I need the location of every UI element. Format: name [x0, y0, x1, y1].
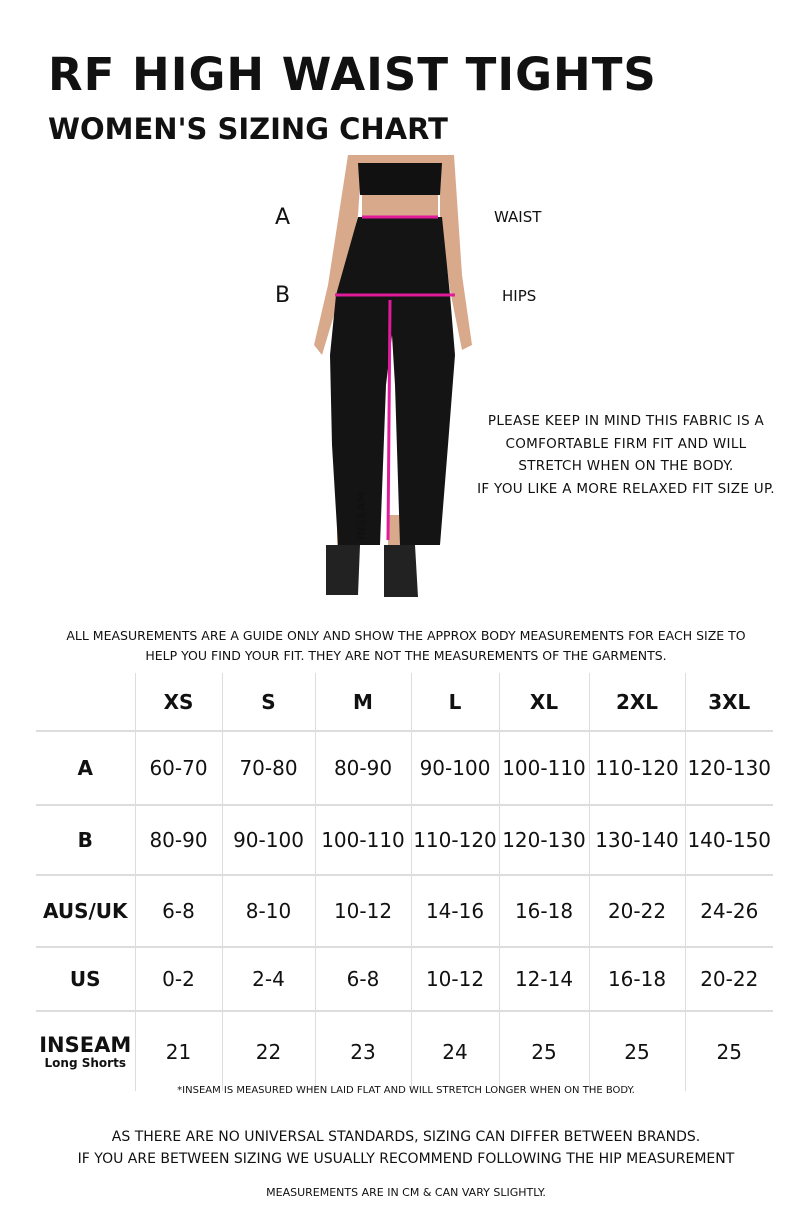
table-cell: 90-100	[411, 731, 499, 805]
table-row-waist	[36, 731, 773, 805]
table-cell: 2-4	[222, 947, 315, 1011]
guide-note	[0, 626, 812, 666]
table-cell: 25	[589, 1011, 685, 1091]
table-cell: 22	[222, 1011, 315, 1091]
table-header-row	[36, 673, 773, 731]
fit-note-line: STRETCH WHEN ON THE BODY.	[518, 458, 734, 474]
table-row-inseam	[36, 1011, 773, 1091]
table-row-us	[36, 947, 773, 1011]
table-cell: 140-150	[685, 805, 773, 875]
page-title: RF HIGH WAIST TIGHTS	[48, 48, 657, 101]
table-cell: 16-18	[589, 947, 685, 1011]
model-photo	[300, 155, 490, 605]
fit-note-line: IF YOU LIKE A MORE RELAXED FIT SIZE UP.	[477, 480, 775, 497]
footer-note	[0, 1126, 812, 1170]
size-header: M	[315, 673, 411, 731]
row-label: AUS/UK	[36, 875, 135, 947]
size-header: XL	[499, 673, 589, 731]
row-label	[36, 1011, 135, 1091]
row-label: A	[36, 731, 135, 805]
footer-line: IF YOU ARE BETWEEN SIZING WE USUALLY RECOMMEND FOLLOWING THE HIP MEASUREMENT	[77, 1151, 735, 1167]
table-cell: 80-90	[135, 805, 222, 875]
size-header: 3XL	[685, 673, 773, 731]
table-cell: 20-22	[589, 875, 685, 947]
table-cell: 120-130	[685, 731, 773, 805]
size-header: XS	[135, 673, 222, 731]
table-cell: 14-16	[411, 875, 499, 947]
table-cell: 110-120	[589, 731, 685, 805]
table-cell: 24-26	[685, 875, 773, 947]
row-label-main: INSEAM	[39, 1032, 132, 1057]
table-cell: 21	[135, 1011, 222, 1091]
page-subtitle: WOMEN'S SIZING CHART	[48, 112, 448, 146]
table-cell: 120-130	[499, 805, 589, 875]
size-table	[36, 673, 773, 1091]
table-cell: 20-22	[685, 947, 773, 1011]
table-cell: 100-110	[315, 805, 411, 875]
table-row-aus-uk	[36, 875, 773, 947]
table-cell: 110-120	[411, 805, 499, 875]
inseam-note: *INSEAM IS MEASURED WHEN LAID FLAT AND WILL STRETCH LONGER WHEN ON THE BODY.	[177, 1085, 635, 1096]
guide-note-line: ALL MEASUREMENTS ARE A GUIDE ONLY AND SHOW THE APPROX BODY MEASUREMENTS FOR EACH SIZE TO	[66, 628, 746, 643]
table-row-hips	[36, 805, 773, 875]
hips-label: HIPS	[502, 287, 537, 305]
fit-note-line: PLEASE KEEP IN MIND THIS FABRIC IS A	[487, 413, 765, 429]
waist-label: WAIST	[494, 208, 542, 226]
table-cell: 25	[499, 1011, 589, 1091]
corner-cell	[36, 673, 135, 731]
size-header: S	[222, 673, 315, 731]
row-sublabel: Long Shorts	[44, 1055, 126, 1070]
row-label: B	[36, 805, 135, 875]
table-cell: 10-12	[411, 947, 499, 1011]
hips-letter: B	[275, 283, 291, 308]
table-cell: 25	[685, 1011, 773, 1091]
footer-line: AS THERE ARE NO UNIVERSAL STANDARDS, SIZING CAN DIFFER BETWEEN BRANDS.	[111, 1129, 701, 1145]
fit-note	[466, 410, 786, 500]
table-cell: 90-100	[222, 805, 315, 875]
table-cell: 23	[315, 1011, 411, 1091]
units-note: MEASUREMENTS ARE IN CM & CAN VARY SLIGHTLY.	[266, 1186, 546, 1199]
table-cell: 12-14	[499, 947, 589, 1011]
table-cell: 10-12	[315, 875, 411, 947]
table-cell: 16-18	[499, 875, 589, 947]
waist-letter: A	[275, 205, 291, 230]
row-label: US	[36, 947, 135, 1011]
size-header: 2XL	[589, 673, 685, 731]
table-cell: 8-10	[222, 875, 315, 947]
table-cell: 0-2	[135, 947, 222, 1011]
inseam-diagram-label: INSEAM	[355, 491, 368, 540]
table-cell: 130-140	[589, 805, 685, 875]
table-cell: 6-8	[135, 875, 222, 947]
table-cell: 6-8	[315, 947, 411, 1011]
table-cell: 100-110	[499, 731, 589, 805]
guide-note-line: HELP YOU FIND YOUR FIT. THEY ARE NOT THE MEASUREMENTS OF THE GARMENTS.	[145, 648, 667, 663]
fit-note-line: COMFORTABLE FIRM FIT AND WILL	[505, 435, 747, 452]
table-cell: 70-80	[222, 731, 315, 805]
inseam-line	[388, 300, 390, 540]
table-cell: 24	[411, 1011, 499, 1091]
table-cell: 60-70	[135, 731, 222, 805]
table-cell: 80-90	[315, 731, 411, 805]
size-header: L	[411, 673, 499, 731]
